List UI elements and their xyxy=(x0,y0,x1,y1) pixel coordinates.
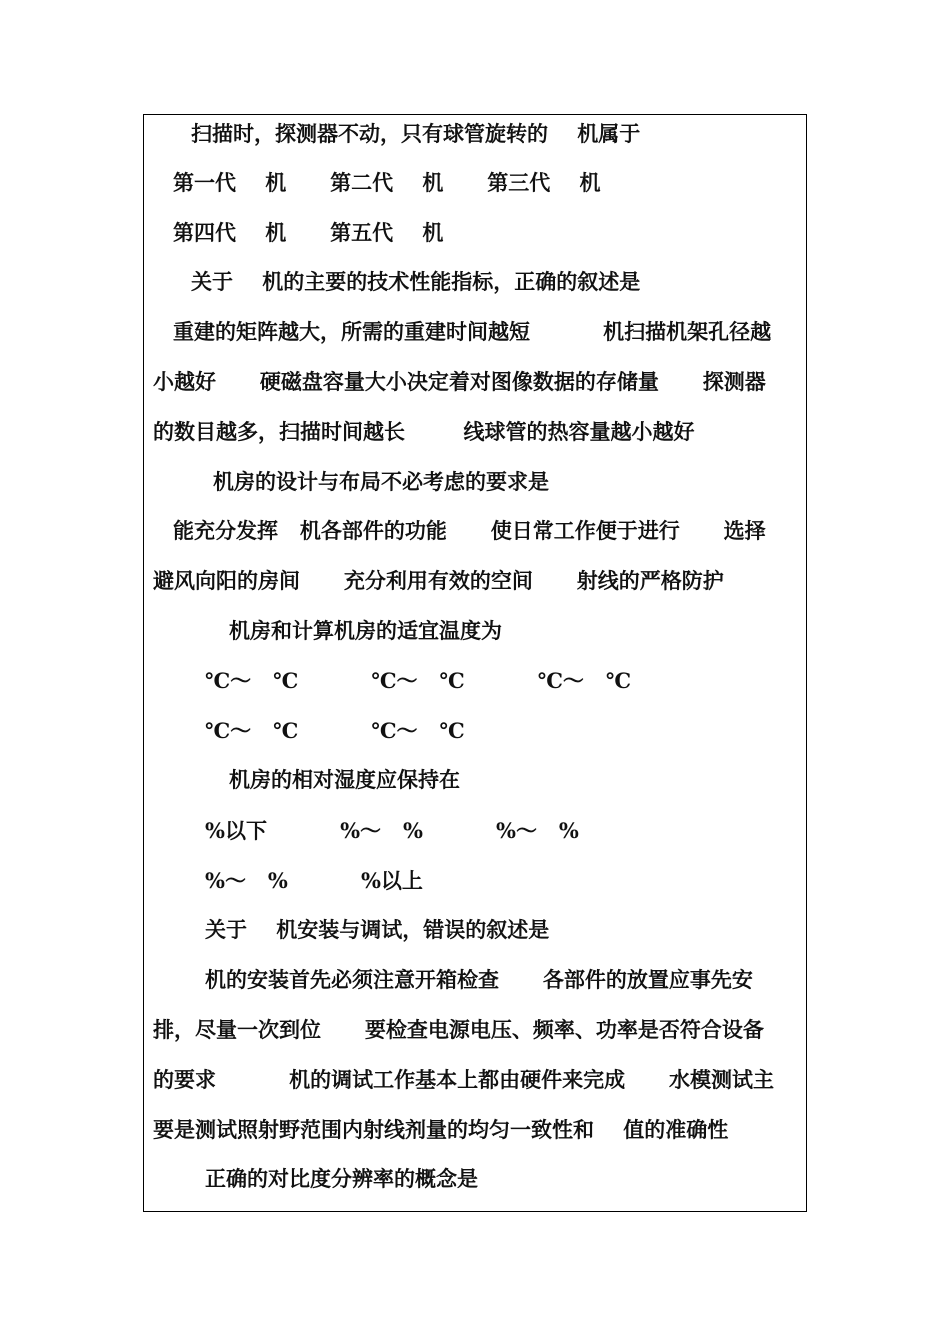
question-6-stem: 关于 机安装与调试，错误的叙述是 xyxy=(205,917,550,942)
question-5-stem: 机房的相对湿度应保持在 xyxy=(229,767,460,792)
question-1-options-row-2: 第四代 机 第五代 机 xyxy=(173,220,444,245)
question-1-options-row-1: 第一代 机 第二代 机 第三代 机 xyxy=(173,170,601,195)
question-4-options-row-2: ℃～ ℃ ℃～ ℃ xyxy=(205,718,465,743)
question-6-options-line-3: 的要求 机的调试工作基本上都由硬件来完成 水模测试主 xyxy=(153,1067,774,1092)
question-1-stem: 扫描时，探测器不动，只有球管旋转的 机属于 xyxy=(191,121,641,146)
question-5-options-row-2: %～ % %以上 xyxy=(205,868,423,893)
question-7-stem: 正确的对比度分辨率的概念是 xyxy=(205,1166,478,1191)
question-3-options-line-2: 避风向阳的房间 充分利用有效的空间 射线的严格防护 xyxy=(153,568,724,593)
question-5-options-row-1: %以下 %～ % %～ % xyxy=(205,818,579,843)
question-6-options-line-4: 要是测试照射野范围内射线剂量的均匀一致性和 值的准确性 xyxy=(153,1117,729,1142)
question-4-options-row-1: ℃～ ℃ ℃～ ℃ ℃～ ℃ xyxy=(205,668,631,693)
question-6-options-line-1: 机的安装首先必须注意开箱检查 各部件的放置应事先安 xyxy=(205,967,753,992)
question-2-options-line-2: 小越好 硬磁盘容量大小决定着对图像数据的存储量 探测器 xyxy=(153,369,766,394)
question-6-options-line-2: 排，尽量一次到位 要检查电源电压、频率、功率是否符合设备 xyxy=(153,1017,764,1042)
question-2-options-line-1: 重建的矩阵越大，所需的重建时间越短 机扫描机架孔径越 xyxy=(173,319,772,344)
question-4-stem: 机房和计算机房的适宜温度为 xyxy=(229,618,502,643)
question-3-stem: 机房的设计与布局不必考虑的要求是 xyxy=(213,469,549,494)
question-3-options-line-1: 能充分发挥 机各部件的功能 使日常工作便于进行 选择 xyxy=(173,518,766,543)
question-2-options-line-3: 的数目越多，扫描时间越长 线球管的热容量越小越好 xyxy=(153,419,695,444)
question-2-stem: 关于 机的主要的技术性能指标，正确的叙述是 xyxy=(191,269,641,294)
